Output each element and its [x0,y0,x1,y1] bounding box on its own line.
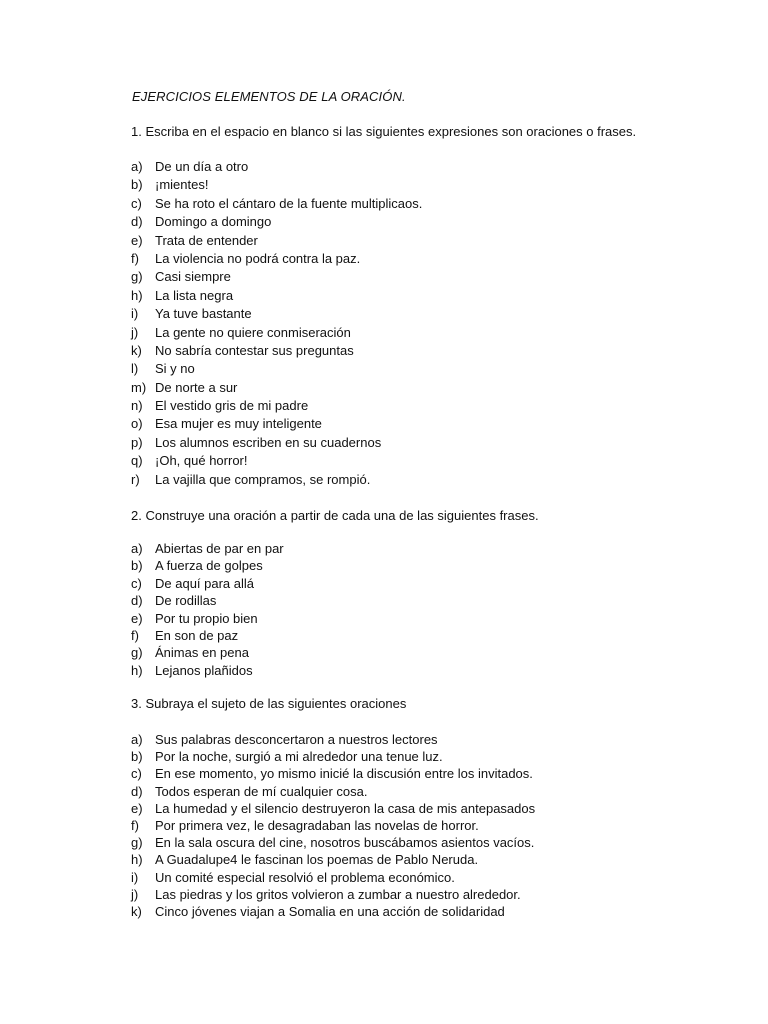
item-letter: g) [131,645,143,661]
item-text: Abiertas de par en par [155,541,284,556]
item-letter: d) [131,783,143,799]
item-text: Por tu propio bien [155,610,258,626]
item-text: De rodillas [155,593,217,609]
item-letter: b) [131,558,143,574]
item-letter: d) [131,593,143,609]
item-text: ¡mientes! [155,177,209,193]
item-letter: h) [131,287,143,303]
item-text: A fuerza de golpes [155,558,263,574]
item-letter: k) [131,903,142,919]
item-text: ¡Oh, qué horror! [155,453,248,469]
item-text: La violencia no podrá contra la paz. [155,250,361,266]
item-text: De norte a sur [155,379,238,395]
item-letter: b) [131,177,143,193]
item-letter: i) [131,869,139,885]
item-text: Todos esperan de mí cualquier cosa. [155,783,368,799]
item-text: Casi siempre [155,269,231,285]
item-letter: e) [131,610,143,626]
item-text: No sabría contestar sus preguntas [155,342,354,358]
item-text: Esa mujer es muy inteligente [155,416,322,432]
item-letter: n) [131,398,143,414]
item-text: Los alumnos escriben en su cuadernos [155,434,382,450]
item-text: De aquí para allá [155,575,255,591]
section-1-heading: 1. Escriba en el espacio en blanco si las siguientes expresiones son oraciones o frases. [131,124,637,139]
item-letter: g) [131,269,143,285]
item-letter: c) [131,575,142,591]
item-letter: c) [131,195,142,211]
item-letter: o) [131,416,143,432]
item-text: En la sala oscura del cine, nosotros buscábamos asientos vacíos. [155,835,535,851]
document-title: EJERCICIOS ELEMENTOS DE LA ORACIÓN. [132,89,406,104]
item-text: Por primera vez, le desagradaban las novelas de horror. [155,817,479,833]
item-text: Trata de entender [155,232,258,248]
section-2-heading: 2. Construye una oración a partir de cada una de las siguientes frases. [131,508,539,523]
item-text: Lejanos plañidos [155,662,253,678]
item-letter: e) [131,232,143,248]
item-text: En son de paz [155,627,239,643]
item-text: Un comité especial resolvió el problema económico. [155,869,455,885]
item-letter: g) [131,835,143,851]
item-text: La gente no quiere conmiseración [155,324,351,340]
item-letter: f) [131,627,139,643]
item-letter: e) [131,800,143,816]
item-letter: k) [131,342,142,358]
item-letter: p) [131,434,143,450]
item-letter: j) [131,886,139,902]
item-text: Ya tuve bastante [155,306,252,322]
item-letter: r) [131,471,140,487]
item-text: En ese momento, yo mismo inicié la discusión entre los invitados. [155,766,533,782]
item-text: De un día a otro [155,159,249,174]
item-text: La lista negra [155,287,234,303]
item-letter: q) [131,453,143,469]
item-text: Ánimas en pena [155,645,249,661]
item-text: Se ha roto el cántaro de la fuente multiplicaos. [155,195,423,211]
item-letter: c) [131,766,142,782]
item-letter: a) [131,732,143,747]
item-letter: d) [131,214,143,230]
item-letter: l) [131,361,139,377]
item-text: Sus palabras desconcertaron a nuestros lectores [155,732,438,747]
item-text: Domingo a domingo [155,214,272,230]
item-letter: f) [131,250,139,266]
item-text: Las piedras y los gritos volvieron a zumbar a nuestro alrededor. [155,886,521,902]
item-text: Cinco jóvenes viajan a Somalia en una acción de solidaridad [155,903,505,919]
item-letter: a) [131,541,143,556]
item-letter: b) [131,749,143,765]
item-text: La humedad y el silencio destruyeron la casa de mis antepasados [155,800,536,816]
item-letter: j) [131,324,139,340]
item-letter: h) [131,852,143,868]
item-text: Por la noche, surgió a mi alrededor una tenue luz. [155,749,443,765]
section-3-heading: 3. Subraya el sujeto de las siguientes oraciones [131,696,407,711]
item-letter: h) [131,662,143,678]
item-letter: a) [131,159,143,174]
item-letter: f) [131,817,139,833]
item-text: Si y no [155,361,195,377]
item-text: La vajilla que compramos, se rompió. [155,471,371,487]
item-letter: i) [131,306,139,322]
item-text: El vestido gris de mi padre [155,398,309,414]
item-letter: m) [131,379,147,395]
item-text: A Guadalupe4 le fascinan los poemas de Pablo Neruda. [155,852,479,868]
